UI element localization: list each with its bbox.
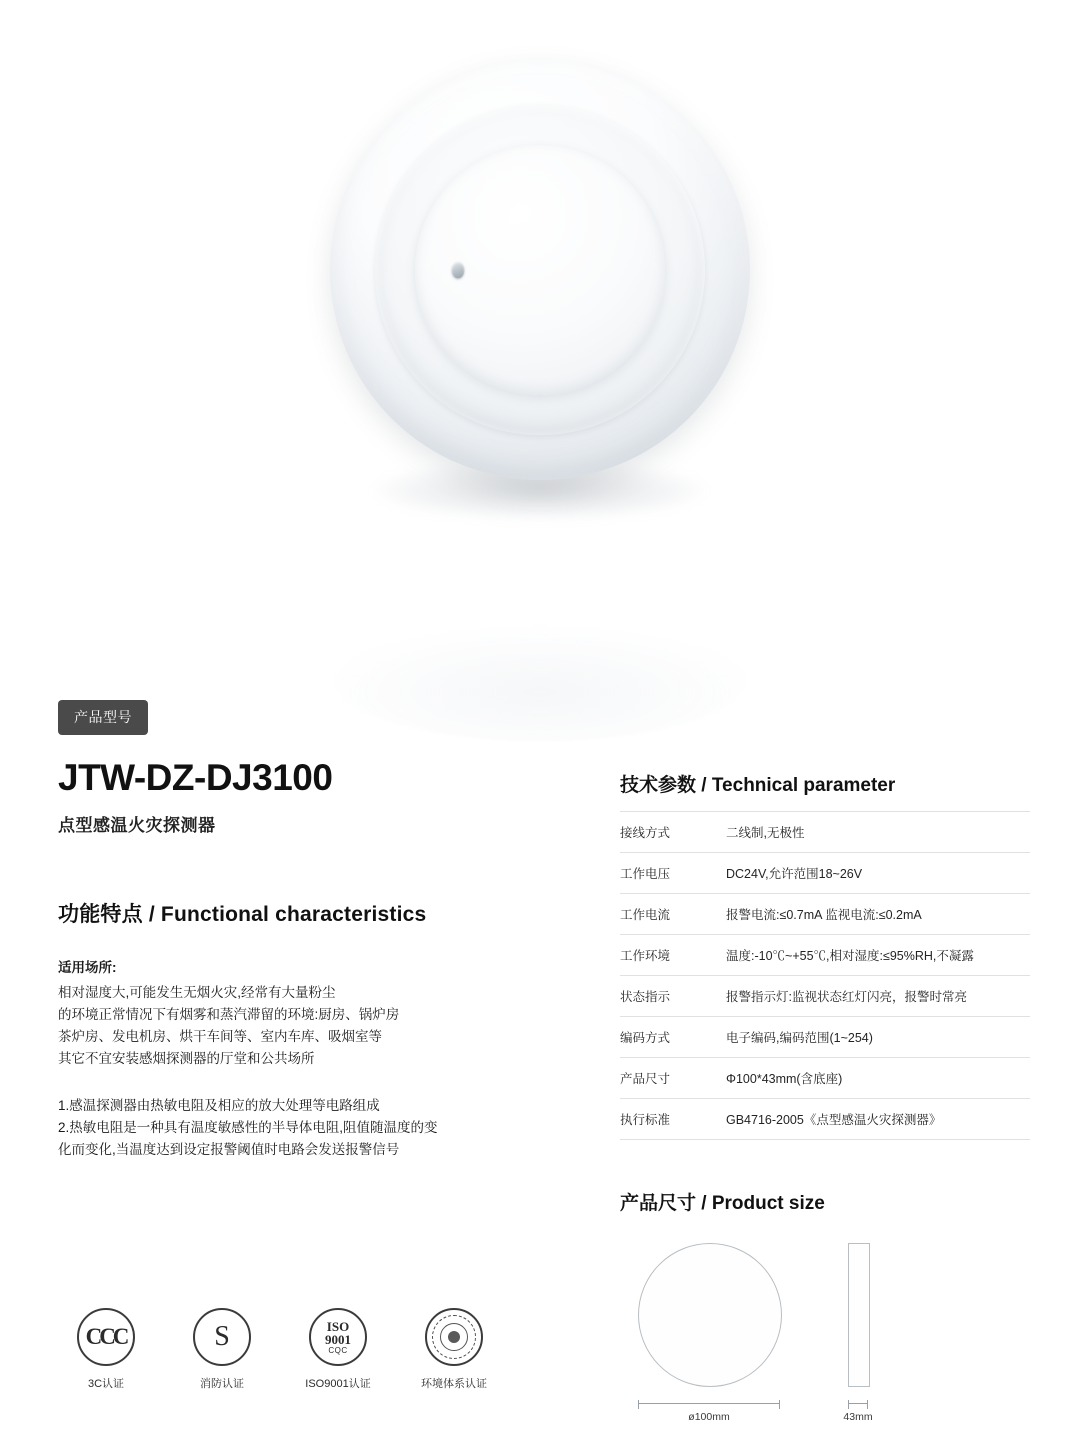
spec-value: 报警电流:≤0.7mA 监视电流:≤0.2mA xyxy=(726,908,922,922)
certification-label: 3C认证 xyxy=(87,1378,125,1390)
table-row xyxy=(620,1058,1030,1099)
detector-led-indicator xyxy=(452,262,465,279)
table-row xyxy=(620,1017,1030,1058)
iso9001-icon xyxy=(309,1308,367,1366)
certification-item xyxy=(294,1308,382,1391)
spec-key: 工作电流 xyxy=(620,908,671,922)
features-list xyxy=(58,982,558,1069)
detector-inner-ring xyxy=(375,105,705,435)
product-name-subtitle: 点型感温火灾探测器 xyxy=(58,816,216,835)
spec-heading-cn: 技术参数 xyxy=(620,775,697,796)
spec-heading xyxy=(620,770,1030,797)
diameter-dimension-label: ø100mm xyxy=(688,1411,730,1423)
size-heading xyxy=(620,1188,1030,1215)
spec-key: 产品尺寸 xyxy=(620,1072,671,1086)
side-view-diagram xyxy=(848,1243,870,1387)
left-column xyxy=(58,700,558,1161)
table-row xyxy=(620,894,1030,935)
spec-table xyxy=(620,811,1030,1140)
right-column xyxy=(620,770,1030,1433)
features-line: 茶炉房、发电机房、烘干车间等、室内车库、吸烟室等 xyxy=(58,1028,382,1044)
spec-key: 状态指示 xyxy=(620,990,671,1004)
table-row xyxy=(620,976,1030,1017)
spec-heading-separator: / xyxy=(696,775,712,796)
model-tag-badge: 产品型号 xyxy=(58,700,148,735)
environment-icon-glyph xyxy=(432,1315,476,1359)
features-note: 1.感温探测器由热敏电阻及相应的放大处理等电路组成 xyxy=(58,1098,380,1114)
environment-icon xyxy=(425,1308,483,1366)
iso9001-icon-text xyxy=(325,1320,351,1355)
product-hero-image xyxy=(0,0,1080,660)
spec-value: GB4716-2005《点型感温火灾探测器》 xyxy=(726,1113,942,1127)
iso9001-icon-top: ISO xyxy=(326,1318,350,1334)
spec-key: 执行标准 xyxy=(620,1113,671,1127)
size-heading-cn: 产品尺寸 xyxy=(620,1193,697,1214)
thickness-dimension-line xyxy=(848,1403,868,1404)
spec-key: 接线方式 xyxy=(620,826,671,840)
certification-badges xyxy=(62,1308,498,1391)
certification-label: ISO9001认证 xyxy=(305,1378,371,1390)
spec-key: 工作环境 xyxy=(620,949,671,963)
features-line: 相对湿度大,可能发生无烟火灾,经常有大量粉尘 xyxy=(58,985,336,1000)
size-heading-en: Product size xyxy=(711,1193,825,1214)
features-heading-cn: 功能特点 xyxy=(58,903,143,926)
certification-label: 消防认证 xyxy=(200,1378,244,1390)
features-note: 2.热敏电阻是一种具有温度敏感性的半导体电阻,阻值随温度的变 xyxy=(58,1120,438,1136)
ccc-icon-text: CCC xyxy=(85,1324,127,1349)
top-view-diagram xyxy=(638,1243,782,1387)
features-heading xyxy=(58,898,558,928)
certification-item xyxy=(178,1308,266,1391)
product-model-title: JTW-DZ-DJ3100 xyxy=(58,757,333,798)
table-row xyxy=(620,812,1030,853)
certification-label: 环境体系认证 xyxy=(421,1378,487,1390)
size-diagrams xyxy=(620,1243,1030,1433)
certification-item xyxy=(410,1308,498,1391)
detector-outer-ring xyxy=(330,60,750,480)
features-heading-separator: / xyxy=(142,903,161,926)
features-line: 其它不宜安装感烟探测器的厅堂和公共场所 xyxy=(58,1050,315,1066)
thickness-dimension-label: 43mm xyxy=(843,1411,873,1423)
features-notes xyxy=(58,1095,558,1161)
features-heading-en: Functional characteristics xyxy=(160,903,427,926)
size-heading-separator: / xyxy=(696,1193,712,1214)
ccc-icon xyxy=(77,1308,135,1366)
diameter-dimension-line xyxy=(638,1403,780,1404)
detector-illustration xyxy=(320,60,760,520)
table-row xyxy=(620,1099,1030,1140)
features-line: 的环境正常情况下有烟雾和蒸汽滞留的环境:厨房、锅炉房 xyxy=(58,1006,400,1022)
features-lead-label: 适用场所: xyxy=(58,960,117,975)
spec-value: 报警指示灯:监视状态红灯闪亮，报警时常亮 xyxy=(726,990,967,1004)
spec-key: 编码方式 xyxy=(620,1031,671,1045)
spec-value: 温度:-10℃~+55℃,相对湿度:≤95%RH,不凝露 xyxy=(726,949,974,963)
spec-value: DC24V,允许范围18~26V xyxy=(726,867,863,881)
spec-value: Φ100*43mm(含底座) xyxy=(726,1072,843,1086)
spec-heading-en: Technical parameter xyxy=(711,775,896,796)
s-mark-icon-text: S xyxy=(214,1321,230,1352)
spec-key: 工作电压 xyxy=(620,867,671,881)
spec-value: 电子编码,编码范围(1~254) xyxy=(726,1031,873,1045)
spec-value: 二线制,无极性 xyxy=(726,826,805,840)
iso9001-icon-mid: 9001 xyxy=(325,1331,351,1347)
s-mark-icon xyxy=(193,1308,251,1366)
table-row xyxy=(620,935,1030,976)
detector-face xyxy=(415,145,665,395)
table-row xyxy=(620,853,1030,894)
iso9001-icon-bottom: CQC xyxy=(328,1345,348,1355)
certification-item xyxy=(62,1308,150,1391)
features-note: 化而变化,当温度达到设定报警阈值时电路会发送报警信号 xyxy=(58,1142,400,1158)
